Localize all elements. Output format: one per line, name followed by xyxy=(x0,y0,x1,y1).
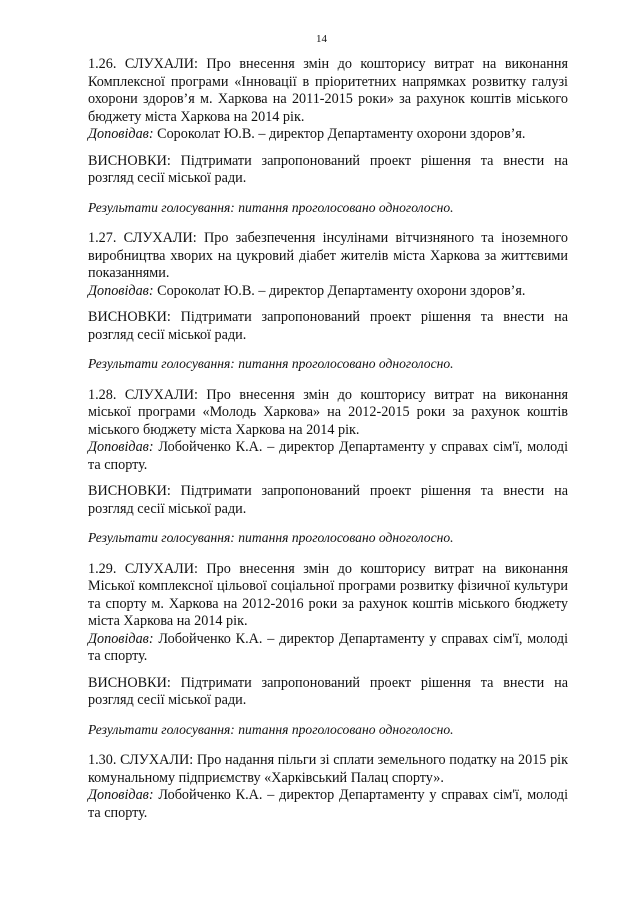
conclusion-text: Підтримати запропонований проект рішення та внести на розгляд сесії міської ради. xyxy=(88,152,568,186)
conclusion-paragraph xyxy=(88,153,568,188)
speaker-text: Сороколат Ю.В. – директор Департаменту охорони здоров’я. xyxy=(157,126,526,142)
agenda-item xyxy=(88,56,568,216)
speaker-paragraph xyxy=(88,787,568,822)
speaker-paragraph xyxy=(88,283,568,301)
agenda-item xyxy=(88,387,568,547)
conclusion-paragraph xyxy=(88,483,568,518)
agenda-item xyxy=(88,752,568,822)
speaker-text: Лобойченко К.А. – директор Департаменту у справах сім'ї, молоді та спорту. xyxy=(88,439,569,473)
speaker-label: Доповідав: xyxy=(88,282,154,299)
heard-paragraph xyxy=(88,387,568,440)
heard-paragraph xyxy=(88,56,568,126)
conclusion-label: ВИСНОВКИ: xyxy=(88,309,171,325)
conclusion-label: ВИСНОВКИ: xyxy=(88,483,171,499)
heard-text: Про внесення змін до кошторису витрат на виконання Міської комплексної цільової соціальної програми розвитку фізичної культури та спорту м. Харкова на 2012-2016 роки за рахунок коштів міського бюджету міста Харкова на 2014 рік. xyxy=(88,560,568,629)
vote-result: Результати голосування: питання проголосовано одноголосно. xyxy=(88,530,454,545)
speaker-paragraph xyxy=(88,439,568,474)
item-number: 1.30. xyxy=(88,752,117,768)
heard-text: Про забезпечення інсулінами вітчизняного та іноземного виробництва хворих на цукровий діабет жителів міста Харкова за життєвими показаннями. xyxy=(88,230,568,281)
heard-label: СЛУХАЛИ: xyxy=(124,560,198,577)
vote-result: Результати голосування: питання проголосовано одноголосно. xyxy=(88,721,454,737)
conclusion-label: ВИСНОВКИ: xyxy=(88,674,171,691)
heard-label: СЛУХАЛИ: xyxy=(124,386,198,403)
speaker-label: Доповідав: xyxy=(88,439,154,455)
speaker-label: Доповідав: xyxy=(88,126,154,142)
agenda-item xyxy=(88,561,568,739)
vote-result: Результати голосування: питання проголосовано одноголосно. xyxy=(88,356,454,371)
item-number: 1.29. xyxy=(88,560,117,577)
conclusion-text: Підтримати запропонований проект рішення та внести на розгляд сесії міської ради. xyxy=(88,309,568,343)
speaker-label: Доповідав: xyxy=(88,787,154,803)
heard-paragraph xyxy=(88,752,568,787)
heard-text: Про внесення змін до кошторису витрат на виконання міської програми «Молодь Харкова» на 2012-2015 роки за рахунок коштів міського бюджету міста Харкова на 2014 рік. xyxy=(88,386,568,438)
speaker-text: Лобойченко К.А. – директор Департаменту у справах сім'ї, молоді та спорту. xyxy=(88,630,569,664)
heard-paragraph xyxy=(88,561,568,631)
heard-text: Про надання пільги зі сплати земельного податку на 2015 рік комунальному підприємству «Харківський Палац спорту». xyxy=(88,752,569,786)
heard-text: Про внесення змін до кошторису витрат на виконання Комплексної програми «Інновації в пріоритетних напрямках розвитку галузі охорони здоров’я м. Харкова на 2011-2015 роки» за рахунок коштів міського бюджету міста Харкова на 2014 рік. xyxy=(88,56,568,125)
heard-label: СЛУХАЛИ: xyxy=(123,230,197,246)
vote-result: Результати голосування: питання проголосовано одноголосно. xyxy=(88,199,454,215)
item-number: 1.26. xyxy=(88,56,117,72)
conclusion-paragraph xyxy=(88,675,568,710)
speaker-label: Доповідав: xyxy=(88,630,154,647)
conclusion-paragraph xyxy=(88,309,568,344)
speaker-paragraph xyxy=(88,631,568,666)
conclusion-text: Підтримати запропонований проект рішення та внести на розгляд сесії міської ради. xyxy=(88,483,568,517)
speaker-text: Лобойченко К.А. – директор Департаменту у справах сім'ї, молоді та спорту. xyxy=(88,787,569,821)
speaker-text: Сороколат Ю.В. – директор Департаменту охорони здоров’я. xyxy=(157,282,526,299)
heard-paragraph xyxy=(88,230,568,283)
heard-label: СЛУХАЛИ: xyxy=(120,752,194,768)
agenda-item xyxy=(88,230,568,373)
page-number: 14 xyxy=(316,33,327,45)
item-number: 1.27. xyxy=(88,230,117,246)
conclusion-label: ВИСНОВКИ: xyxy=(88,152,171,169)
item-number: 1.28. xyxy=(88,386,117,403)
heard-label: СЛУХАЛИ: xyxy=(124,56,198,72)
speaker-paragraph xyxy=(88,126,568,144)
minutes-content xyxy=(88,56,568,822)
conclusion-text: Підтримати запропонований проект рішення та внести на розгляд сесії міської ради. xyxy=(88,674,568,708)
